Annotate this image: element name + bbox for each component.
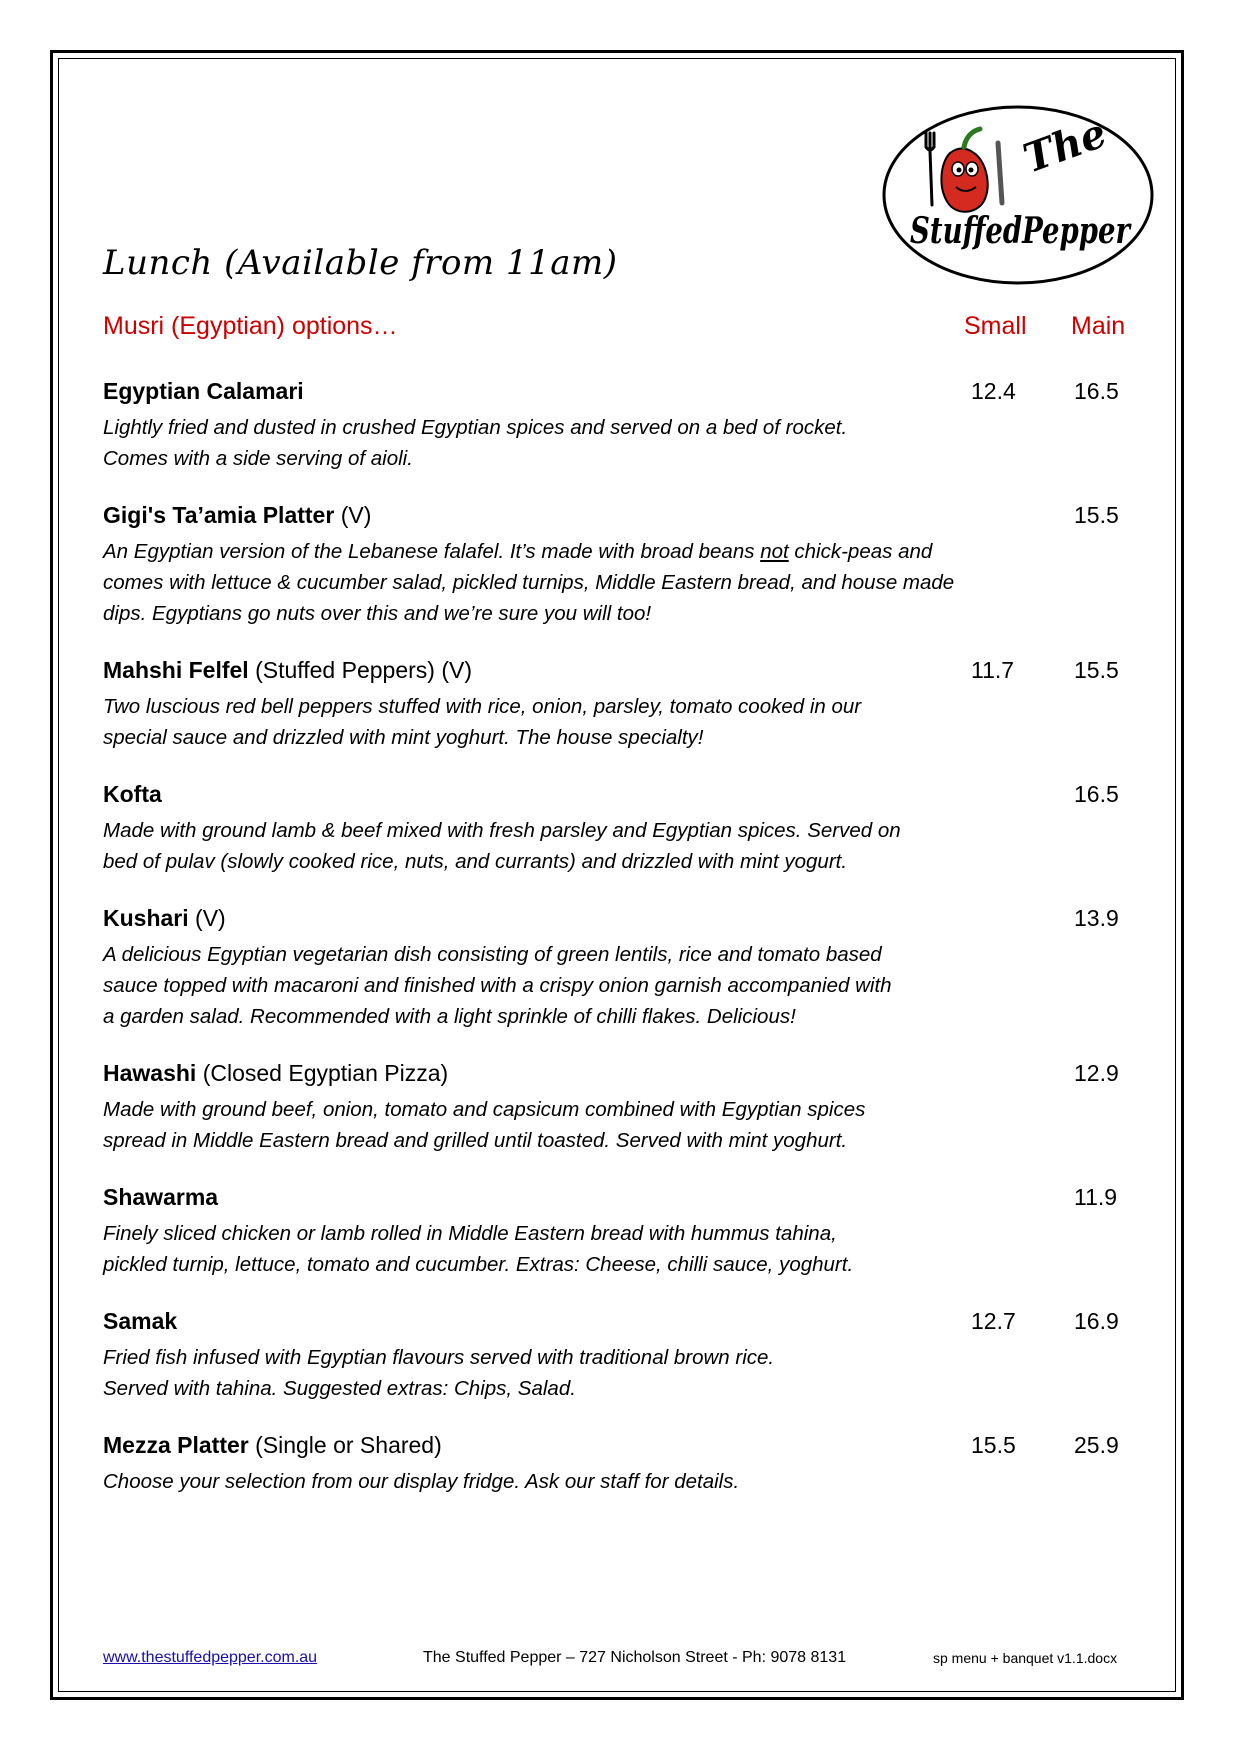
price-main: 15.5 — [1074, 502, 1119, 528]
item-name: Mahshi Felfel — [103, 657, 249, 683]
description-emphasis: not — [760, 540, 789, 563]
description-line: a garden salad. Recommended with a light sprinkle of chilli flakes. Delicious! — [103, 1005, 796, 1028]
stuffed-pepper-logo — [880, 103, 1156, 287]
price-main: 16.9 — [1074, 1308, 1119, 1334]
menu-item — [103, 777, 1133, 901]
footer-address: The Stuffed Pepper – 727 Nicholson Street - Ph: 9078 8131 — [423, 1649, 847, 1666]
item-note: (Single or Shared) — [255, 1432, 442, 1458]
price-main: 25.9 — [1074, 1432, 1119, 1458]
item-description — [103, 536, 993, 629]
menu-item — [103, 1304, 1133, 1428]
item-description — [103, 1094, 1003, 1156]
description-line: pickled turnip, lettuce, tomato and cucumber. Extras: Cheese, chilli sauce, yoghurt. — [103, 1253, 854, 1276]
price-main: 13.9 — [1074, 905, 1119, 931]
description-line: Fried fish infused with Egyptian flavours served with traditional brown rice. — [103, 1346, 775, 1369]
description-line: Served with tahina. Suggested extras: Chips, Salad. — [103, 1377, 576, 1400]
description-line: special sauce and drizzled with mint yoghurt. The house specialty! — [103, 726, 704, 749]
description-text: chick-peas and comes with lettuce & cucumber salad, pickled turnips, Middle Eastern bread, and house made dips. Egyptians go nuts over this and we’re sure you will too! — [103, 540, 955, 625]
menu-items — [103, 374, 1133, 1521]
price-small: 12.4 — [971, 378, 1016, 404]
description-line: Made with ground beef, onion, tomato and capsicum combined with Egyptian spices — [103, 1098, 866, 1121]
price-small: 12.7 — [971, 1308, 1016, 1334]
item-description — [103, 1466, 1003, 1497]
price-main: 15.5 — [1074, 657, 1119, 683]
section-header — [103, 312, 1133, 348]
price-main: 11.9 — [1074, 1184, 1118, 1210]
item-description — [103, 691, 1003, 753]
logo-text-the: The — [1017, 109, 1113, 183]
item-name: Shawarma — [103, 1184, 219, 1210]
item-name: Mezza Platter — [103, 1432, 249, 1458]
menu-item — [103, 1428, 1133, 1521]
item-name: Hawashi — [103, 1060, 197, 1086]
description-line: Choose your selection from our display fridge. Ask our staff for details. — [103, 1470, 740, 1493]
price-main: 12.9 — [1074, 1060, 1119, 1086]
item-description — [103, 1218, 1003, 1280]
menu-item — [103, 1180, 1133, 1304]
price-small: 15.5 — [971, 1432, 1016, 1458]
menu-item — [103, 1056, 1133, 1180]
item-description — [103, 815, 1003, 877]
item-name: Gigi's Ta’amia Platter — [103, 502, 335, 528]
menu-item — [103, 653, 1133, 777]
section-label: Musri (Egyptian) options… — [103, 312, 398, 340]
description-line: spread in Middle Eastern bread and grilled until toasted. Served with mint yoghurt. — [103, 1129, 848, 1152]
price-small: 11.7 — [971, 657, 1015, 683]
description-line: A delicious Egyptian vegetarian dish consisting of green lentils, rice and tomato based — [103, 943, 882, 966]
price-main: 16.5 — [1074, 781, 1119, 807]
item-name: Kofta — [103, 781, 162, 807]
item-description — [103, 939, 1003, 1032]
column-header-small: Small — [964, 312, 1027, 340]
item-name: Kushari — [103, 905, 189, 931]
column-header-main: Main — [1071, 312, 1126, 340]
item-description — [103, 412, 1003, 474]
item-name: Samak — [103, 1308, 178, 1334]
item-name: Egyptian Calamari — [103, 378, 304, 404]
item-note: (V) — [195, 905, 226, 931]
menu-item — [103, 498, 1133, 653]
description-line: Lightly fried and dusted in crushed Egyptian spices and served on a bed of rocket. — [103, 416, 848, 439]
item-description — [103, 1342, 1003, 1404]
item-note: (Closed Egyptian Pizza) — [202, 1060, 449, 1086]
price-main: 16.5 — [1074, 378, 1119, 404]
footer-document-name: sp menu + banquet v1.1.docx — [933, 1650, 1118, 1666]
logo-text-stuffedpepper: StuffedPepper — [910, 210, 1133, 252]
menu-item — [103, 374, 1133, 498]
website-link[interactable]: www.thestuffedpepper.com.au — [103, 1649, 318, 1666]
description-line: bed of pulav (slowly cooked rice, nuts, and currants) and drizzled with mint yogurt. — [103, 850, 848, 873]
description-line: sauce topped with macaroni and finished with a crispy onion garnish accompanied with — [103, 974, 892, 997]
description-line: Two luscious red bell peppers stuffed with rice, onion, parsley, tomato cooked in our — [103, 695, 862, 718]
page-title: Lunch (Available from 11am) — [103, 243, 618, 283]
item-note: (V) — [340, 502, 372, 528]
description-line: Comes with a side serving of aioli. — [103, 447, 413, 470]
menu-item — [103, 901, 1133, 1056]
item-note: (Stuffed Peppers) (V) — [255, 657, 472, 683]
description-line: Finely sliced chicken or lamb rolled in Middle Eastern bread with hummus tahina, — [103, 1222, 837, 1245]
description-line: Made with ground lamb & beef mixed with fresh parsley and Egyptian spices. Served on — [103, 819, 901, 842]
description-text: An Egyptian version of the Lebanese falafel. It’s made with broad beans — [103, 540, 761, 563]
